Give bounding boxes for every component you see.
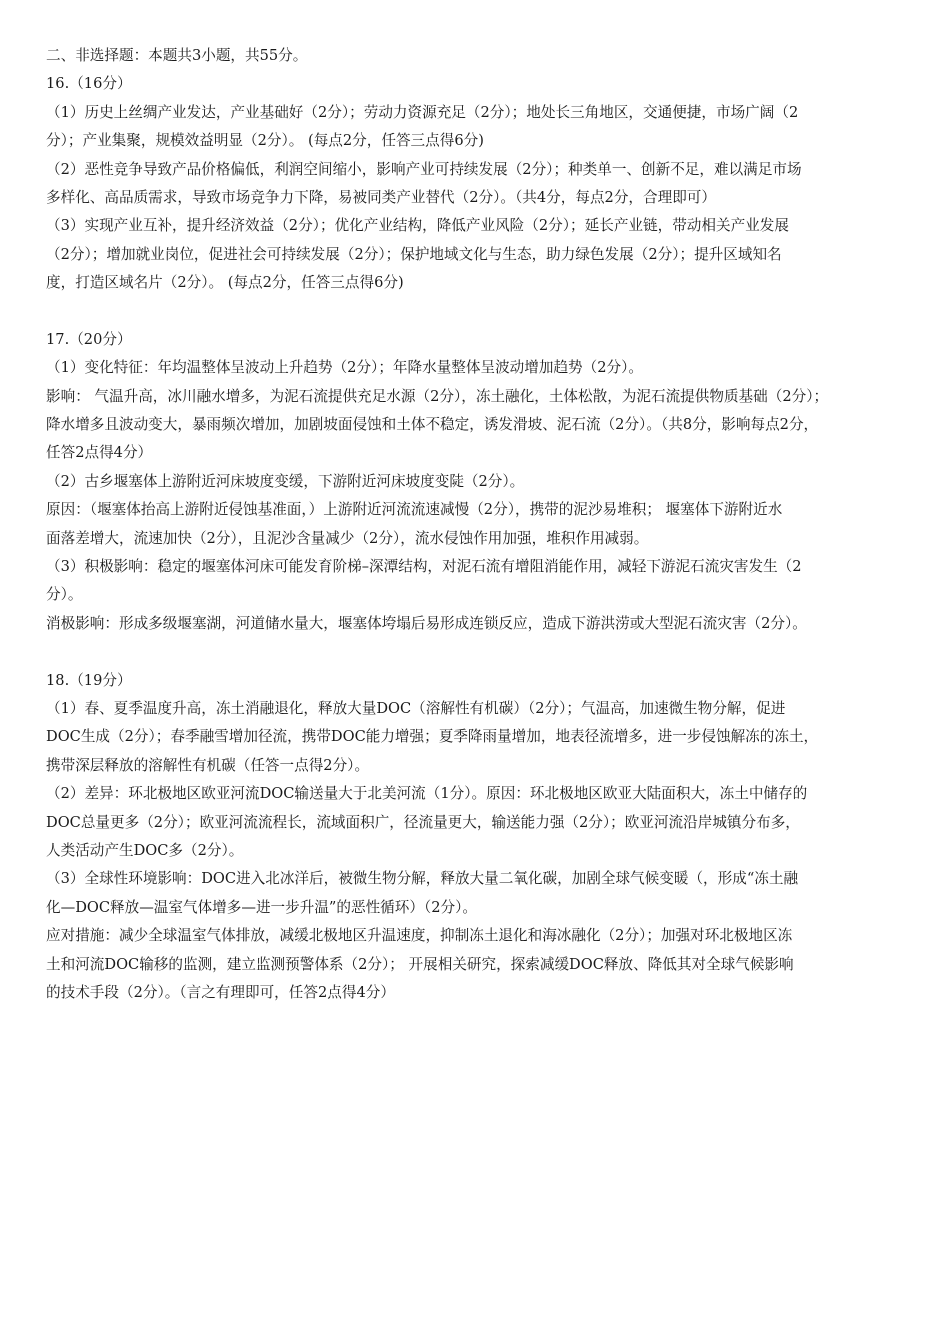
answer-line: 人类活动产生DOC多（2分）。 (46, 841, 244, 859)
question-17 (46, 326, 912, 638)
answer-line: DOC生成（2分）；春季融雪增加径流，携带DOC能力增强；夏季降雨量增加，地表径流增多，进一步侵蚀解冻的冻土， (46, 728, 819, 746)
answer-line: 降水增多且波动变大，暴雨频次增加，加剧坡面侵蚀和土体不稳定，诱发滑坡、泥石流（2分）。（共8分，影响每点2分， (46, 416, 819, 434)
answer-line: （1）变化特征：年均温整体呈波动上升趋势（2分）；年降水量整体呈波动增加趋势（2分）。 (46, 359, 644, 377)
answer-line: 面落差增大，流速加快（2分），且泥沙含量减少（2分），流水侵蚀作用加强，堆积作用减弱。 (46, 529, 649, 547)
answer-line: （2分）；增加就业岗位，促进社会可持续发展（2分）；保护地域文化与生态，助力绿色发展（2分）；提升区域知名 (46, 245, 782, 263)
answer-line: （2）恶性竞争导致产品价格偏低，利润空间缩小，影响产业可持续发展（2分）；种类单一、创新不足，难以满足市场 (46, 160, 802, 178)
answer-line: 影响： 气温升高，冰川融水增多，为泥石流提供充足水源（2分），冻土融化，土体松散，为泥石流提供物质基础（2分）； (46, 387, 829, 405)
question-title: 17.（20分） (46, 330, 132, 348)
answer-line: 应对措施：减少全球温室气体排放，减缓北极地区升温速度，抑制冻土退化和海冰融化（2分）；加强对环北极地区冻 (46, 927, 793, 945)
answer-document (46, 42, 912, 1007)
answer-line: 的技术手段（2分）。（言之有理即可，任答2点得4分） (46, 983, 395, 1001)
question-title: 16.（16分） (46, 75, 132, 93)
answer-line: 多样化、高品质需求，导致市场竞争力下降，易被同类产业替代（2分）。（共4分，每点2分，合理即可） (46, 188, 716, 206)
answer-line: 消极影响：形成多级堰塞湖，河道储水量大，堰塞体垮塌后易形成连锁反应，造成下游洪涝或大型泥石流灾害（2分）。 (46, 614, 807, 632)
answer-line: DOC总量更多（2分）；欧亚河流流程长，流域面积广，径流量更大，输送能力强（2分）；欧亚河流沿岸城镇分布多， (46, 813, 800, 831)
section-title: 二、非选择题：本题共3小题，共55分。 (46, 47, 308, 64)
answer-line: （3）实现产业互补，提升经济效益（2分）；优化产业结构，降低产业风险（2分）；延长产业链，带动相关产业发展 (46, 217, 789, 235)
answer-line: 原因：（堰塞体抬高上游附近侵蚀基准面，）上游附近河流流速减慢（2分），携带的泥沙易堆积； 堰塞体下游附近水 (46, 501, 783, 519)
answer-line: （2）差异：环北极地区欧亚河流DOC输送量大于北美河流（1分）。原因：环北极地区欧亚大陆面积大，冻土中储存的 (46, 785, 808, 803)
answer-line: 度，打造区域名片（2分）。 (每点2分，任答三点得6分) (46, 274, 404, 292)
question-18 (46, 667, 912, 1008)
answer-line: （3）全球性环境影响：DOC进入北冰洋后，被微生物分解，释放大量二氧化碳，加剧全球气候变暖（，形成“冻土融 (46, 870, 799, 888)
answer-line: 携带深层释放的溶解性有机碳（任答一点得2分）。 (46, 756, 370, 774)
spacer (46, 638, 912, 666)
spacer (46, 298, 912, 326)
question-16 (46, 70, 912, 297)
answer-line: （2）古乡堰塞体上游附近河床坡度变缓，下游附近河床坡度变陡（2分）。 (46, 472, 525, 490)
question-title: 18.（19分） (46, 671, 132, 689)
answer-line: （1）历史上丝绸产业发达，产业基础好（2分）；劳动力资源充足（2分）；地处长三角地区，交通便捷，市场广阔（2 (46, 103, 799, 121)
answer-line: 化—DOC释放—温室气体增多—进一步升温”的恶性循环）（2分）。 (46, 898, 478, 916)
answer-line: （1）春、夏季温度升高，冻土消融退化，释放大量DOC（溶解性有机碳）（2分）；气温高，加速微生物分解，促进 (46, 699, 786, 717)
answer-line: 土和河流DOC输移的监测，建立监测预警体系（2分）； 开展相关研究，探索减缓DOC释放、降低其对全球气候影响 (46, 955, 794, 973)
answer-line: 分）。 (46, 586, 83, 604)
answer-line: 任答2点得4分） (46, 444, 153, 462)
answer-line: 分）；产业集聚，规模效益明显（2分）。 (每点2分，任答三点得6分) (46, 132, 484, 150)
answer-line: （3）积极影响：稳定的堰塞体河床可能发育阶梯–深潭结构，对泥石流有增阻消能作用，减轻下游泥石流灾害发生（2 (46, 558, 802, 576)
